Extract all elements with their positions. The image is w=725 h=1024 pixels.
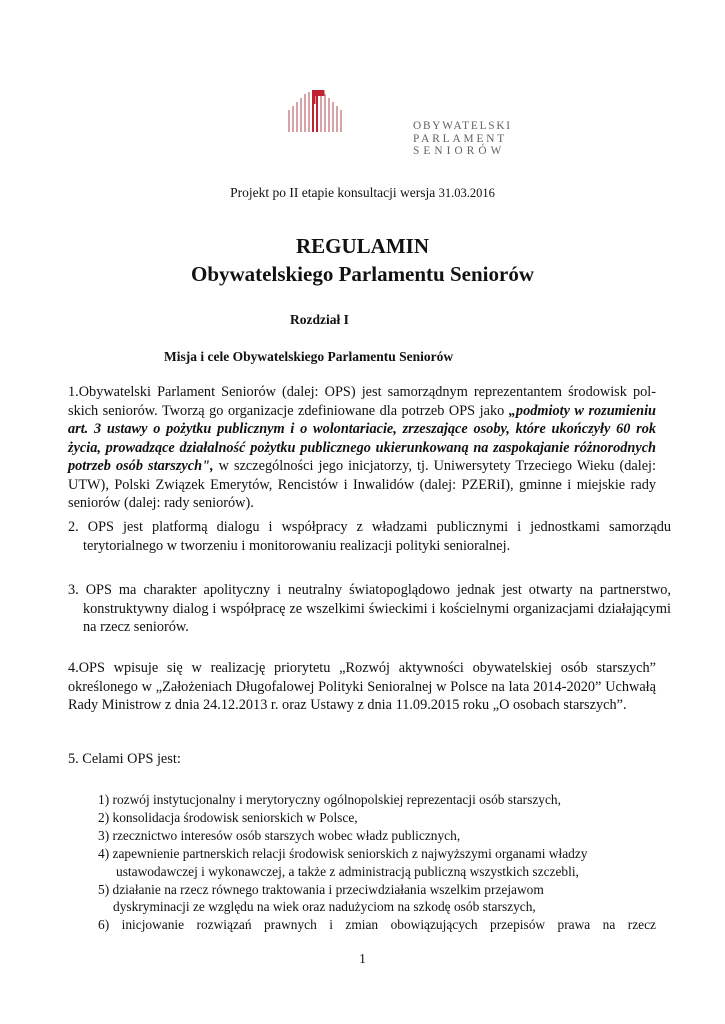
logo-bar xyxy=(324,94,326,132)
list-item: 5) działanie na rzecz równego traktowania i przeciwdziałania wszelkim przejawom dyskryminacji ze względu na wiek oraz nadużyciom na szkodę osób starszych, xyxy=(98,881,544,915)
logo-bar xyxy=(328,98,330,132)
goals-heading: 5. Celami OPS jest: xyxy=(68,751,181,767)
logo-bar xyxy=(288,110,290,132)
logo-text xyxy=(413,120,512,158)
logo-bar xyxy=(316,90,318,132)
logo-bar xyxy=(300,98,302,132)
paragraph-3: 3. OPS ma charakter apolityczny i neutralny światopoglądowo jednak jest otwarty na partnerstwo, konstruktywny dialog i współpracę ze wszelkimi świeckimi i kościelnymi organizacjami działającymi na rzecz seniorów. xyxy=(68,582,671,635)
list-item: 4) zapewnienie partnerskich relacji środowisk seniorskich z najwyższymi organami władzy ustawodawczej i wykonawczej, a także z administracją publiczną wszystkich szczebli, xyxy=(98,845,588,879)
list-item: 1) rozwój instytucjonalny i merytoryczny ogólnopolskiej reprezentacji osób starszych, xyxy=(98,792,561,807)
document-title xyxy=(0,232,725,288)
paragraph-1-lead: 1.Obywatelski Parlament Seniorów (dalej: OPS) jest samorządnym reprezentantem środowisk pol-skich seniorów. Tworzą go organizacje zdefiniowane dla potrzeb OPS jako xyxy=(68,384,656,419)
paragraph-2: 2. OPS jest platformą dialogu i współpracy z władzami publicznymi i jednostkami samorządu terytorialnego w tworzeniu i monitorowaniu realizacji polityki senioralnej. xyxy=(68,519,671,554)
logo-line-2: PARLAMENT xyxy=(413,132,508,145)
mission-heading: Misja i cele Obywatelskiego Parlamentu Seniorów xyxy=(164,349,454,364)
logo-bar xyxy=(312,90,314,132)
logo-bar xyxy=(292,106,294,132)
list-item: 6) inicjowanie rozwiązań prawnych i zmian obowiązujących przepisów prawa na rzecz xyxy=(98,917,656,933)
draft-note-text: Projekt po II etapie konsultacji wersja xyxy=(230,185,436,200)
logo-bar xyxy=(320,92,322,132)
paragraph-1 xyxy=(68,383,656,513)
flag-pole xyxy=(314,90,316,104)
title-line-2: Obywatelskiego Parlamentu Seniorów xyxy=(191,262,534,286)
logo-bar xyxy=(308,92,310,132)
logo-line-1: OBYWATELSKI xyxy=(413,120,512,132)
logo-bar xyxy=(304,94,306,132)
paragraph-4: 4.OPS wpisuje się w realizację priorytetu „Rozwój aktywności obywatelskiej osób starszych” określonego w „Założeniach Długofalowej Polityki Senioralnej w Polsce na lata 2014-2020” Uchwałą Rady Ministrow z dnia 24.12.2013 r. oraz Ustawy z dnia 11.09.2015 roku „O osobach starszych”. xyxy=(68,660,656,713)
list-item: 2) konsolidacja środowisk seniorskich w Polsce, xyxy=(98,809,358,825)
logo-bar xyxy=(296,102,298,132)
chapter-heading: Rozdział I xyxy=(290,312,349,327)
logo-bar xyxy=(336,106,338,132)
goals-list xyxy=(95,791,656,934)
logo-line-3: SENIORÓW xyxy=(413,145,506,157)
flag-icon xyxy=(316,90,325,96)
parliament-logo-icon xyxy=(288,88,408,133)
paragraph-1-emphasis: „podmioty w rozumieniu art. 3 ustawy o pożytku publicznym i o wolontariacie, zrzeszające osoby, które ukończyły 60 rok życia, prowadzące działalność pożytku publicznego ukierunkowaną na zaspokajanie różnorodnych potrzeb osób starszych", xyxy=(68,402,656,474)
logo-bar xyxy=(340,110,342,132)
title-line-1: REGULAMIN xyxy=(295,234,429,258)
list-item: 3) rzecznictwo interesów osób starszych wobec władz publicznych, xyxy=(98,827,461,843)
logo-bar xyxy=(332,102,334,132)
ops-logo xyxy=(288,88,513,168)
draft-version-note xyxy=(0,185,725,201)
paragraph-1-tail: w szczególności jego inicjatorzy, tj. Uniwersytety Trzeciego Wieku (dalej: UTW), Polski Związek Emerytów, Rencistów i Inwalidów (dalej: PZERiI), gminne i miejskie rady seniorów (dalej: rady seniorów). xyxy=(68,458,656,511)
page-number: 1 xyxy=(359,951,366,966)
draft-note-date: 31.03.2016 xyxy=(438,186,495,200)
